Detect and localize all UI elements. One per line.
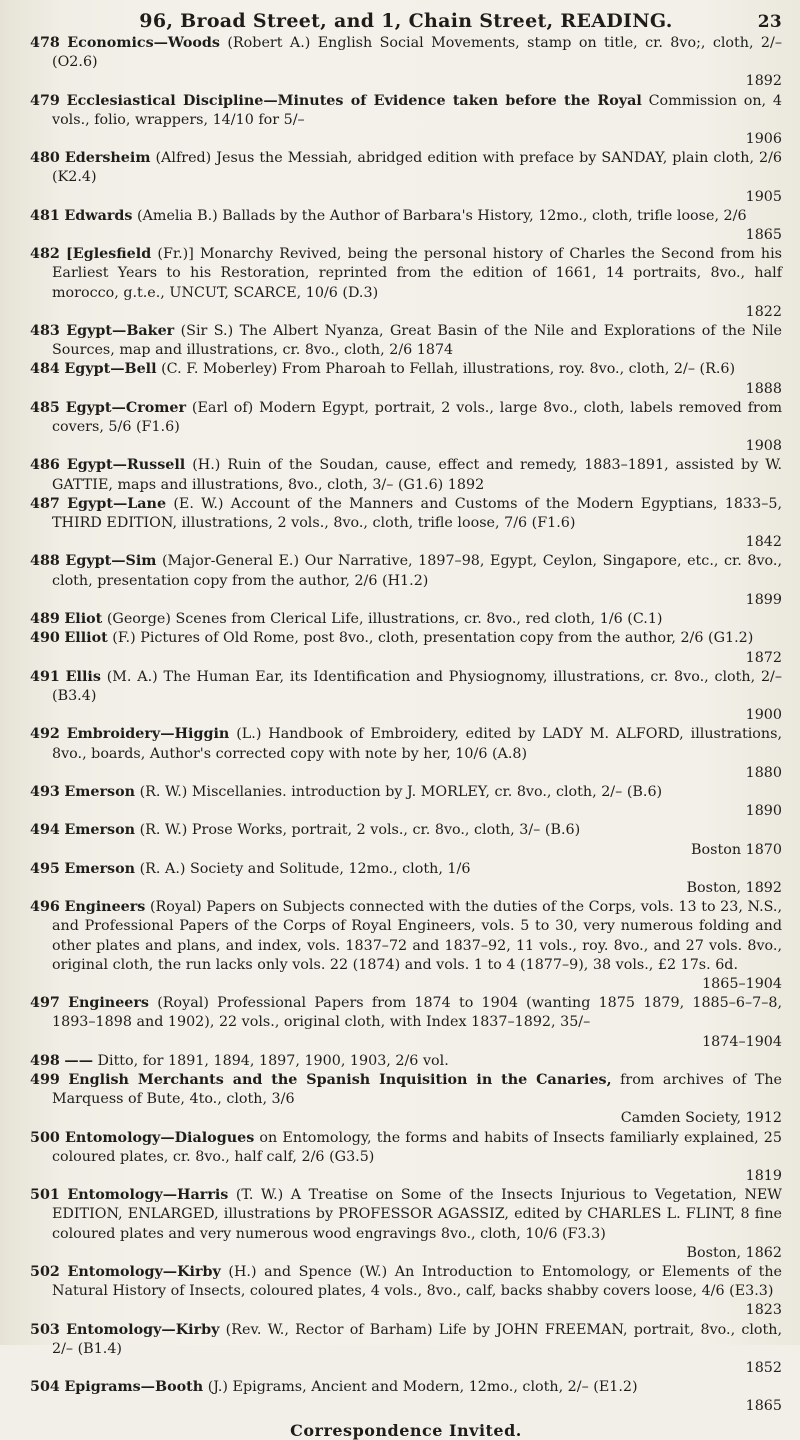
- entry-description: (Royal) Papers on Subjects connected with the duties of the Corps, vols. 13 to 23, N.S., and Professional Papers of the Corps of Royal Engineers, vols. 5 to 30, very numerous folding and other plates and plans, and index, vols. 1837–72 and 1837–92, 11 vols., roy. 8vo., and 27 vols. 8vo., original cloth, the run lacks only vols. 22 (1874) and vols. 1 to 4 (1877–9), 38 vols., £2 17s. 6d.: [52, 899, 783, 973]
- entry-description: (Royal) Professional Papers from 1874 to 1904 (wanting 1875 1879, 1885–6–7–8, 1893–1898 and 1902), 22 vols., original cloth, with Index 1837–1892, 35/–: [52, 995, 783, 1031]
- catalogue-entry: [30, 610, 782, 629]
- entry-description: (R. W.) Miscellanies. introduction by J. MORLEY, cr. 8vo., cloth, 2/– (B.6): [139, 783, 663, 800]
- catalogue-entry: [30, 552, 782, 610]
- entry-number: 483: [30, 323, 60, 340]
- entry-heading: Epigrams—Booth: [64, 1379, 204, 1396]
- entry-date: Boston 1870: [691, 841, 782, 858]
- entry-heading: Egypt—Bell: [64, 361, 157, 378]
- entry-description: (F.) Pictures of Old Rome, post 8vo., cloth, presentation copy from the author, 2/6 (G1.2): [112, 630, 754, 647]
- entry-date: 1872: [745, 649, 782, 666]
- entry-heading: English Merchants and the Spanish Inquisition in the Canaries,: [68, 1071, 612, 1088]
- entry-description: (Alfred) Jesus the Messiah, abridged edition with preface by SANDAY, plain cloth, 2/6 (K2.4): [52, 150, 782, 186]
- entry-number: 498: [30, 1052, 60, 1069]
- entry-description: on Entomology, the forms and habits of Insects familiarly explained, 25 coloured plates, cr. 8vo., half calf, 2/6 (G3.5): [52, 1129, 783, 1165]
- entry-date: 1906: [745, 131, 782, 148]
- entry-date: 1905: [745, 188, 782, 205]
- entry-date: 1908: [745, 438, 782, 455]
- entry-number: 491: [30, 668, 60, 685]
- catalogue-entry: [30, 495, 782, 553]
- entry-description: (Sir S.) The Albert Nyanza, Great Basin of the Nile and Explorations of the Nile Sources, map and illustrations, cr. 8vo., cloth, 2/6 1874: [52, 323, 782, 359]
- entry-description: (Rev. W., Rector of Barham) Life by JOHN FREEMAN, portrait, 8vo., cloth, 2/– (B1.4): [52, 1321, 783, 1357]
- entry-number: 479: [30, 92, 60, 109]
- entry-date: Boston, 1892: [686, 879, 782, 896]
- entry-heading: Embroidery—Higgin: [66, 726, 230, 743]
- entry-date: 1880: [745, 764, 782, 781]
- catalogue-entry: [30, 725, 782, 783]
- entry-date: 1874–1904: [702, 1033, 782, 1050]
- entry-number: 482: [30, 246, 60, 263]
- entry-date: Boston, 1862: [686, 1244, 782, 1261]
- entry-number: 497: [30, 995, 60, 1012]
- entry-description: Ditto, for 1891, 1894, 1897, 1900, 1903, 2/6 vol.: [97, 1052, 449, 1069]
- entry-heading: Engineers: [68, 995, 149, 1012]
- catalogue-entry: [30, 1052, 782, 1071]
- entry-number: 481: [30, 207, 60, 224]
- entry-number: 494: [30, 822, 60, 839]
- catalogue-entry: [30, 1071, 782, 1129]
- catalogue-entry: [30, 322, 782, 360]
- catalogue-entry: [30, 456, 782, 494]
- entry-date: 1890: [745, 803, 782, 820]
- entry-number: 504: [30, 1379, 60, 1396]
- catalogue-entry: [30, 207, 782, 245]
- catalogue-entry: [30, 34, 782, 92]
- catalogue-entry: [30, 783, 782, 821]
- entry-date: 1819: [745, 1167, 782, 1184]
- entry-heading: Engineers: [64, 899, 146, 916]
- catalogue-entries: [30, 34, 782, 1417]
- entry-date: 1900: [745, 707, 782, 724]
- entry-number: 478: [30, 35, 60, 51]
- page-header: [30, 10, 782, 32]
- catalogue-entry: [30, 399, 782, 457]
- entry-heading: [Eglesfield: [66, 246, 152, 263]
- entry-date: 1892: [745, 73, 782, 90]
- entry-description: (J.) Epigrams, Ancient and Modern, 12mo., cloth, 2/– (E1.2): [207, 1379, 638, 1396]
- entry-description: (H.) and Spence (W.) An Introduction to Entomology, or Elements of the Natural History of Insects, coloured plates, 4 vols., 8vo., calf, backs shabby covers loose, 4/6 (E3.3): [52, 1264, 783, 1300]
- entry-date: 1823: [745, 1302, 782, 1319]
- entry-description: (T. W.) A Treatise on Some of the Insects Injurious to Vegetation, NEW EDITION, ENLARGED, illustrations by PROFESSOR AGASSIZ, edited by CHARLES L. FLINT, 8 fine coloured plates and very numerous wood engravings 8vo., cloth, 10/6 (F3.3): [52, 1187, 783, 1242]
- entry-heading: Ecclesiastical Discipline—Minutes of Evidence taken before the Royal: [66, 92, 642, 109]
- entry-heading: Egypt—Russell: [66, 457, 186, 474]
- entry-description: (C. F. Moberley) From Pharoah to Fellah, illustrations, roy. 8vo., cloth, 2/– (R.6): [161, 361, 736, 378]
- page-number: 23: [757, 12, 782, 32]
- entry-description: Commission on, 4 vols., folio, wrappers, 14/10 for 5/–: [52, 92, 783, 128]
- entry-description: (R. W.) Prose Works, portrait, 2 vols., cr. 8vo., cloth, 3/– (B.6): [139, 822, 581, 839]
- entry-date: 1852: [745, 1360, 782, 1377]
- entry-date: 1865: [745, 1398, 782, 1415]
- entry-heading: Elliot: [64, 630, 108, 647]
- entry-date: 1822: [745, 303, 782, 320]
- catalogue-entry: [30, 668, 782, 726]
- entry-number: 493: [30, 783, 60, 800]
- entry-number: 490: [30, 630, 60, 647]
- entry-number: 489: [30, 611, 60, 628]
- entry-heading: Emerson: [64, 822, 136, 839]
- entry-number: 487: [30, 495, 60, 512]
- catalogue-entry: [30, 898, 782, 994]
- entry-heading: ——: [64, 1052, 93, 1069]
- entry-heading: Edersheim: [64, 150, 151, 167]
- entry-date: 1865: [745, 227, 782, 244]
- entry-heading: Entomology—Kirby: [66, 1321, 220, 1338]
- entry-number: 485: [30, 399, 60, 416]
- header-title: 96, Broad Street, and 1, Chain Street, READING.: [139, 10, 673, 32]
- entry-number: 484: [30, 361, 60, 378]
- entry-date: 1899: [745, 591, 782, 608]
- catalogue-entry: [30, 821, 782, 859]
- catalogue-entry: [30, 1263, 782, 1321]
- entry-number: 501: [30, 1187, 60, 1204]
- entry-number: 486: [30, 457, 60, 474]
- entry-heading: Ellis: [65, 668, 101, 685]
- catalogue-entry: [30, 994, 782, 1052]
- catalogue-entry: [30, 360, 782, 398]
- entry-date: 1842: [745, 534, 782, 551]
- entry-heading: Egypt—Cromer: [65, 399, 187, 416]
- footer-note: Correspondence Invited.: [290, 1420, 522, 1440]
- catalogue-entry: [30, 1129, 782, 1187]
- entry-heading: Entomology—Harris: [67, 1187, 229, 1204]
- entry-number: 488: [30, 553, 60, 570]
- entry-date: 1888: [745, 380, 782, 397]
- entry-number: 500: [30, 1129, 60, 1146]
- entry-date: 1865–1904: [702, 975, 782, 992]
- entry-heading: Entomology—Dialogues: [65, 1129, 255, 1146]
- entry-heading: Egypt—Sim: [65, 553, 157, 570]
- catalogue-entry: [30, 629, 782, 667]
- entry-description: (E. W.) Account of the Manners and Customs of the Modern Egyptians, 1833–5, THIRD EDITION, illustrations, 2 vols., 8vo., cloth, trifle loose, 7/6 (F1.6): [52, 495, 783, 532]
- entry-description: (Amelia B.) Ballads by the Author of Barbara's History, 12mo., cloth, trifle loose, 2/6: [136, 207, 747, 224]
- entry-heading: Egypt—Baker: [66, 323, 175, 340]
- catalogue-entry: [30, 92, 782, 150]
- entry-description: (M. A.) The Human Ear, its Identification and Physiognomy, illustrations, cr. 8vo., cloth, 2/– (B3.4): [52, 668, 783, 704]
- catalogue-entry: [30, 149, 782, 207]
- entry-number: 496: [30, 899, 60, 916]
- entry-description: (L.) Handbook of Embroidery, edited by LADY M. ALFORD, illustrations, 8vo., boards, Author's corrected copy with note by her, 10/6 (A.8): [52, 726, 783, 762]
- catalogue-entry: [30, 245, 782, 322]
- entry-description: (H.) Ruin of the Soudan, cause, effect and remedy, 1883–1891, assisted by W. GATTIE, maps and illustrations, 8vo., cloth, 3/– (G1.6) 1892: [52, 457, 782, 493]
- entry-description: (Earl of) Modern Egypt, portrait, 2 vols., large 8vo., cloth, labels removed from covers, 5/6 (F1.6): [52, 399, 782, 436]
- entry-number: 503: [30, 1321, 60, 1338]
- entry-heading: Economics—Woods: [67, 35, 220, 51]
- entry-heading: Egypt—Lane: [67, 495, 167, 512]
- entry-description: (R. A.) Society and Solitude, 12mo., cloth, 1/6: [139, 860, 471, 877]
- entry-heading: Eliot: [64, 611, 103, 628]
- entry-number: 502: [30, 1264, 60, 1280]
- entry-heading: Emerson: [64, 783, 136, 800]
- catalogue-entry: [30, 860, 782, 898]
- catalogue-entry: [30, 1321, 782, 1379]
- entry-number: 492: [30, 726, 60, 743]
- entry-number: 499: [30, 1071, 60, 1088]
- entry-description: (Fr.)] Monarchy Revived, being the personal history of Charles the Second from his Earliest Years to his Restoration, reprinted from the edition of 1661, 14 portraits, 8vo., half morocco, g.t.e., UNCUT, SCARCE, 10/6 (D.3): [52, 246, 783, 301]
- entry-number: 480: [30, 150, 60, 167]
- entry-description: (Robert A.) English Social Movements, stamp on title, cr. 8vo;, cloth, 2/– (O2.6): [52, 35, 782, 71]
- entry-heading: Emerson: [64, 860, 136, 877]
- catalogue-entry: [30, 1378, 782, 1416]
- entry-date: Camden Society, 1912: [620, 1110, 782, 1127]
- entry-heading: Entomology—Kirby: [67, 1264, 221, 1280]
- entry-description: from archives of The Marquess of Bute, 4to., cloth, 3/6: [52, 1071, 782, 1108]
- entry-description: (Major-General E.) Our Narrative, 1897–98, Egypt, Ceylon, Singapore, etc., cr. 8vo., cloth, presentation copy from the author, 2/6 (H1.2): [52, 553, 782, 589]
- entry-heading: Edwards: [64, 207, 133, 224]
- entry-description: (George) Scenes from Clerical Life, illustrations, cr. 8vo., red cloth, 1/6 (C.1): [106, 611, 663, 628]
- entry-number: 495: [30, 860, 60, 877]
- catalogue-entry: [30, 1186, 782, 1263]
